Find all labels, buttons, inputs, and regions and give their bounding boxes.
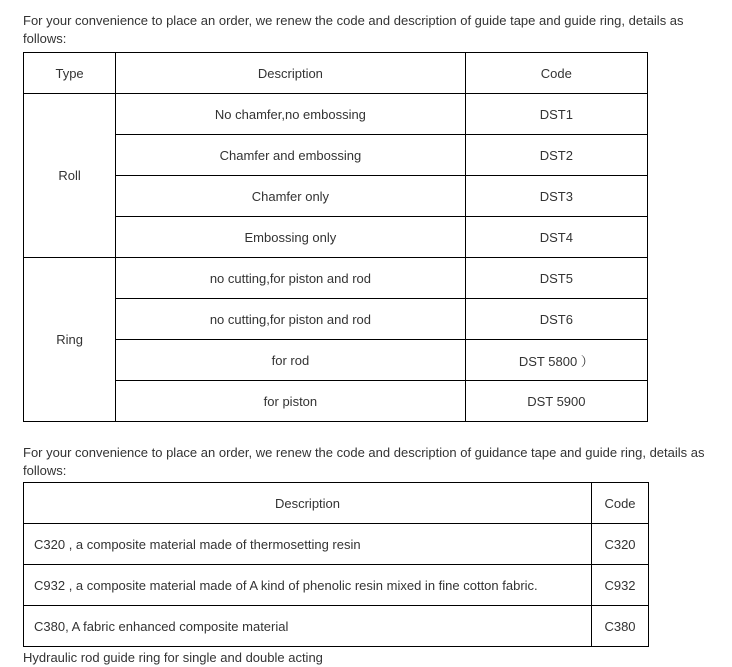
table-row <box>24 340 648 381</box>
description-cell: No chamfer,no embossing <box>116 94 466 135</box>
code-cell: DST4 <box>465 217 647 258</box>
description-cell: for piston <box>116 381 466 422</box>
table-row <box>24 258 648 299</box>
description-cell: Embossing only <box>116 217 466 258</box>
description-cell: C932 , a composite material made of A kind of phenolic resin mixed in fine cotton fabric. <box>24 565 592 606</box>
table-row <box>24 524 649 565</box>
material-code-table <box>23 482 649 647</box>
code-cell: DST5 <box>465 258 647 299</box>
intro-paragraph-1: For your convenience to place an order, we renew the code and description of guide tape and guide ring, details as follows: <box>23 13 684 46</box>
code-cell: C380 <box>592 606 649 647</box>
description-cell: no cutting,for piston and rod <box>116 299 466 340</box>
table-row <box>24 381 648 422</box>
table-row <box>24 94 648 135</box>
table-row <box>24 606 649 647</box>
code-cell: DST 5900 <box>465 381 647 422</box>
table-row <box>24 135 648 176</box>
code-cell: DST 5800 ） <box>465 340 647 381</box>
intro-paragraph-2: For your convenience to place an order, we renew the code and description of guidance tape and guide ring, details as follows: <box>23 445 705 478</box>
description-cell: Chamfer only <box>116 176 466 217</box>
code-cell: DST1 <box>465 94 647 135</box>
description-cell: for rod <box>116 340 466 381</box>
description-cell: C320 , a composite material made of thermosetting resin <box>24 524 592 565</box>
code-cell: DST2 <box>465 135 647 176</box>
type-cell-ring: Ring <box>24 258 116 422</box>
table-row <box>24 176 648 217</box>
table-row <box>24 565 649 606</box>
code-cell: DST6 <box>465 299 647 340</box>
footer-text: Hydraulic rod guide ring for single and double acting <box>23 650 323 665</box>
description-cell: no cutting,for piston and rod <box>116 258 466 299</box>
code-cell: C932 <box>592 565 649 606</box>
guide-tape-code-table <box>23 52 648 422</box>
description-cell: C380, A fabric enhanced composite material <box>24 606 592 647</box>
table-header-row <box>24 53 648 94</box>
header-description: Description <box>116 53 466 94</box>
table-row <box>24 299 648 340</box>
table-header-row <box>24 483 649 524</box>
header-code: Code <box>592 483 649 524</box>
type-cell-roll: Roll <box>24 94 116 258</box>
header-code: Code <box>465 53 647 94</box>
code-cell: DST3 <box>465 176 647 217</box>
header-type: Type <box>24 53 116 94</box>
table-row <box>24 217 648 258</box>
code-cell: C320 <box>592 524 649 565</box>
header-description: Description <box>24 483 592 524</box>
description-cell: Chamfer and embossing <box>116 135 466 176</box>
